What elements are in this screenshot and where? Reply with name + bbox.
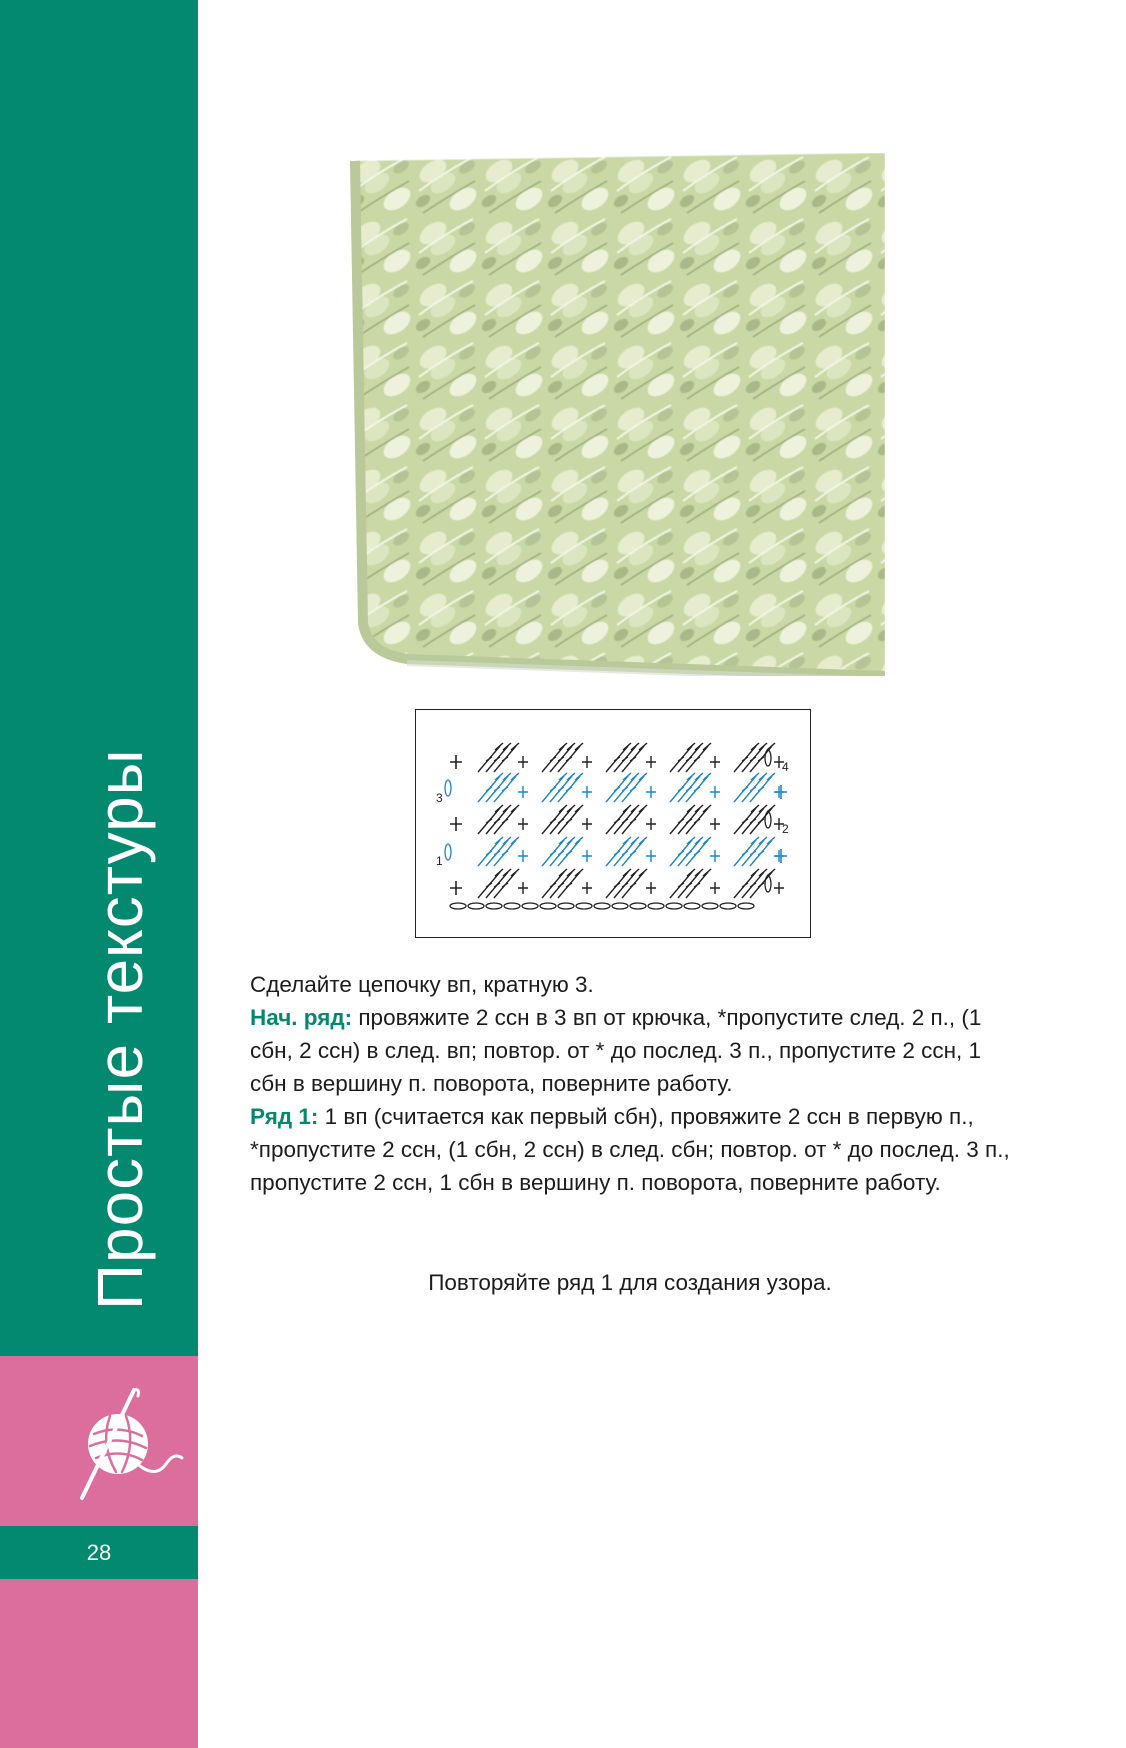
stitch-cross-bar [566, 883, 572, 887]
single-crochet-symbol [710, 756, 720, 768]
stitch-top-bar [559, 743, 567, 750]
stitch-top-bar [631, 743, 639, 750]
stitch-cross-bar [630, 787, 636, 791]
repeat-note: Повторяйте ряд 1 для создания узора. [428, 1270, 832, 1295]
stitch-top-bar [759, 773, 767, 780]
stitch-top-bar [511, 869, 519, 876]
stitch-cross-bar [550, 851, 556, 855]
stitch-cross-bar [550, 757, 556, 761]
stitch-top-bar [503, 743, 511, 750]
stitch-cross-bar [486, 819, 492, 823]
stitch-top-bar [567, 805, 575, 812]
crochet-symbol-chart [415, 709, 811, 938]
stitch-cross-bar [630, 883, 636, 887]
stitch-top-bar [695, 837, 703, 844]
stitch-top-bar [687, 837, 695, 844]
foundation-row [250, 1001, 1010, 1100]
stitch-cross-bar [566, 757, 572, 761]
single-crochet-symbol [774, 882, 784, 894]
stitch-cross-bar [486, 757, 492, 761]
stitch-cross-bar [486, 787, 492, 791]
turning-chain-symbol [445, 844, 451, 860]
stitch-cross-bar [494, 757, 500, 761]
stitch-top-bar [575, 743, 583, 750]
stitch-top-bar [559, 805, 567, 812]
stitch-cross-bar [502, 787, 508, 791]
stitch-top-bar [703, 869, 711, 876]
chain-stitch-symbol [522, 903, 538, 909]
single-crochet-symbol [774, 850, 784, 862]
stitch-top-bar [623, 743, 631, 750]
chain-stitch-symbol [702, 903, 718, 909]
section-title: Простые текстуры [84, 748, 156, 1310]
stitch-top-bar [751, 869, 759, 876]
stitch-cross-bar [502, 883, 508, 887]
stitch-top-bar [575, 869, 583, 876]
single-crochet-symbol [582, 850, 592, 862]
stitch-cross-bar [758, 787, 764, 791]
stitch-cross-bar [566, 787, 572, 791]
chain-stitch-symbol [504, 903, 520, 909]
stitch-cross-bar [486, 883, 492, 887]
chain-stitch-symbol [684, 903, 700, 909]
chain-stitch-symbol [612, 903, 628, 909]
stitch-top-bar [575, 773, 583, 780]
single-crochet-symbol [582, 756, 592, 768]
stitch-top-bar [559, 869, 567, 876]
stitch-cross-bar [630, 819, 636, 823]
stitch-cross-bar [494, 851, 500, 855]
stitch-top-bar [695, 869, 703, 876]
stitch-cross-bar [550, 883, 556, 887]
stitch-top-bar [687, 773, 695, 780]
stitch-top-bar [687, 743, 695, 750]
stitch-top-bar [567, 869, 575, 876]
stitch-cross-bar [566, 819, 572, 823]
stitch-cross-bar [758, 819, 764, 823]
stitch-top-bar [695, 743, 703, 750]
chart-row-number-1: 1 [436, 854, 443, 868]
stitch-top-bar [623, 773, 631, 780]
single-crochet-symbol [710, 850, 720, 862]
stitch-top-bar [767, 805, 775, 812]
chain-stitch-symbol [738, 903, 754, 909]
stitch-top-bar [623, 837, 631, 844]
stitch-cross-bar [686, 883, 692, 887]
stitch-top-bar [503, 805, 511, 812]
stitch-top-bar [751, 743, 759, 750]
stitch-top-bar [767, 743, 775, 750]
stitch-top-bar [623, 805, 631, 812]
sidebar-pink-footer [0, 1579, 198, 1748]
chain-stitch-symbol [630, 903, 646, 909]
single-crochet-symbol [582, 818, 592, 830]
stitch-top-bar [751, 805, 759, 812]
stitch-top-bar [759, 869, 767, 876]
stitch-top-bar [623, 869, 631, 876]
chart-row-number-2: 2 [782, 822, 789, 836]
chain-stitch-symbol [450, 903, 466, 909]
single-crochet-symbol [582, 882, 592, 894]
stitch-cross-bar [742, 787, 748, 791]
stitch-cross-bar [686, 819, 692, 823]
stitch-top-bar [767, 837, 775, 844]
stitch-cross-bar [742, 883, 748, 887]
stitch-top-bar [759, 837, 767, 844]
stitch-cross-bar [614, 851, 620, 855]
foundation-row-text: провяжите 2 ссн в 3 вп от крючка, *пропустите след. 2 п., (1 сбн, 2 ссн) в след. вп; повтор. от * до послед. 3 п., пропустите 2 ссн, 1 сбн в вершину п. поворота, поверните работу. [250, 1005, 982, 1096]
page-number: 28 [86, 1540, 112, 1565]
single-crochet-symbol [774, 786, 784, 798]
stitch-top-bar [759, 805, 767, 812]
stitch-cross-bar [678, 757, 684, 761]
stitch-top-bar [567, 837, 575, 844]
chart-row-number-4: 4 [782, 760, 789, 774]
stitch-cross-bar [558, 883, 564, 887]
stitch-top-bar [759, 743, 767, 750]
stitch-cross-bar [686, 787, 692, 791]
stitch-top-bar [495, 773, 503, 780]
chain-stitch-symbol [468, 903, 484, 909]
stitch-top-bar [495, 869, 503, 876]
stitch-cross-bar [750, 883, 756, 887]
stitch-top-bar [703, 743, 711, 750]
chain-stitch-symbol [486, 903, 502, 909]
stitch-cross-bar [614, 787, 620, 791]
sidebar [0, 0, 198, 1748]
stitch-top-bar [503, 869, 511, 876]
stitch-top-bar [559, 773, 567, 780]
stitch-cross-bar [614, 819, 620, 823]
single-crochet-symbol [710, 818, 720, 830]
chain-stitch-symbol [594, 903, 610, 909]
stitch-cross-bar [558, 851, 564, 855]
single-crochet-symbol [646, 882, 656, 894]
stitch-cross-bar [622, 851, 628, 855]
chain-stitch-symbol [666, 903, 682, 909]
stitch-cross-bar [694, 883, 700, 887]
stitch-cross-bar [630, 851, 636, 855]
row-1-label: Ряд 1: [250, 1104, 319, 1129]
turning-chain-symbol [765, 750, 771, 766]
stitch-top-bar [495, 743, 503, 750]
single-crochet-symbol [582, 786, 592, 798]
single-crochet-symbol [518, 818, 528, 830]
stitch-top-bar [703, 805, 711, 812]
stitch-top-bar [631, 773, 639, 780]
single-crochet-symbol [518, 786, 528, 798]
stitch-top-bar [575, 805, 583, 812]
stitch-cross-bar [550, 819, 556, 823]
stitch-top-bar [495, 805, 503, 812]
stitch-top-bar [751, 837, 759, 844]
stitch-cross-bar [550, 787, 556, 791]
single-crochet-symbol [646, 818, 656, 830]
stitch-top-bar [631, 805, 639, 812]
stitch-cross-bar [630, 757, 636, 761]
stitch-top-bar [631, 869, 639, 876]
single-crochet-symbol [646, 786, 656, 798]
stitch-top-bar [511, 805, 519, 812]
stitch-cross-bar [614, 757, 620, 761]
chain-stitch-symbol [648, 903, 664, 909]
turning-chain-symbol [445, 780, 451, 796]
stitch-cross-bar [494, 787, 500, 791]
stitch-cross-bar [750, 787, 756, 791]
stitch-cross-bar [558, 757, 564, 761]
chart-row-number-3: 3 [436, 791, 443, 805]
stitch-cross-bar [486, 851, 492, 855]
stitch-cross-bar [758, 883, 764, 887]
stitch-cross-bar [694, 851, 700, 855]
chain-stitch-symbol [540, 903, 556, 909]
stitch-cross-bar [558, 787, 564, 791]
stitch-cross-bar [566, 851, 572, 855]
stitch-top-bar [703, 837, 711, 844]
chart-stitch-symbols [445, 743, 787, 909]
stitch-top-bar [511, 773, 519, 780]
stitch-top-bar [639, 837, 647, 844]
stitch-top-bar [503, 773, 511, 780]
stitch-cross-bar [742, 819, 748, 823]
single-crochet-symbol [450, 755, 462, 769]
instructions-intro: Сделайте цепочку вп, кратную 3. [250, 972, 594, 997]
stitch-cross-bar [502, 757, 508, 761]
stitch-cross-bar [494, 883, 500, 887]
stitch-cross-bar [614, 883, 620, 887]
stitch-cross-bar [502, 819, 508, 823]
pattern-instructions [250, 968, 1010, 1199]
stitch-top-bar [703, 773, 711, 780]
stitch-cross-bar [742, 757, 748, 761]
turning-chain-symbol [765, 876, 771, 892]
stitch-top-bar [687, 869, 695, 876]
stitch-top-bar [575, 837, 583, 844]
single-crochet-symbol [518, 882, 528, 894]
stitch-cross-bar [694, 757, 700, 761]
single-crochet-symbol [450, 881, 462, 895]
stitch-top-bar [495, 837, 503, 844]
stitch-cross-bar [742, 851, 748, 855]
stitch-top-bar [767, 869, 775, 876]
stitch-cross-bar [502, 851, 508, 855]
chain-stitch-symbol [720, 903, 736, 909]
single-crochet-symbol [518, 850, 528, 862]
stitch-cross-bar [678, 851, 684, 855]
foundation-row-label: Нач. ряд: [250, 1005, 353, 1030]
stitch-top-bar [559, 837, 567, 844]
stitch-cross-bar [686, 851, 692, 855]
stitch-top-bar [639, 773, 647, 780]
stitch-cross-bar [678, 819, 684, 823]
stitch-cross-bar [494, 819, 500, 823]
crochet-chart-diagram [416, 710, 809, 936]
stitch-cross-bar [678, 787, 684, 791]
stitch-top-bar [503, 837, 511, 844]
stitch-top-bar [511, 837, 519, 844]
stitch-cross-bar [750, 757, 756, 761]
stitch-cross-bar [558, 819, 564, 823]
stitch-top-bar [695, 773, 703, 780]
stitch-top-bar [639, 805, 647, 812]
stitch-top-bar [751, 773, 759, 780]
single-crochet-symbol [450, 817, 462, 831]
single-crochet-symbol [710, 786, 720, 798]
single-crochet-symbol [646, 756, 656, 768]
yarn-ball-crochet-hook-icon [70, 1386, 185, 1501]
chain-stitch-symbol [558, 903, 574, 909]
stitch-cross-bar [622, 819, 628, 823]
stitch-top-bar [511, 743, 519, 750]
stitch-cross-bar [622, 787, 628, 791]
single-crochet-symbol [710, 882, 720, 894]
stitch-cross-bar [686, 757, 692, 761]
stitch-cross-bar [694, 787, 700, 791]
stitch-top-bar [695, 805, 703, 812]
stitch-cross-bar [622, 757, 628, 761]
single-crochet-symbol [646, 850, 656, 862]
stitch-top-bar [631, 837, 639, 844]
stitch-top-bar [639, 869, 647, 876]
stitch-cross-bar [750, 819, 756, 823]
stitch-cross-bar [758, 851, 764, 855]
turning-chain-symbol [765, 812, 771, 828]
stitch-cross-bar [750, 851, 756, 855]
crochet-swatch-photo [347, 153, 885, 676]
single-crochet-symbol [518, 756, 528, 768]
row-1 [250, 1100, 1010, 1199]
stitch-top-bar [567, 773, 575, 780]
stitch-top-bar [567, 743, 575, 750]
chain-stitch-symbol [576, 903, 592, 909]
stitch-cross-bar [678, 883, 684, 887]
stitch-cross-bar [758, 757, 764, 761]
stitch-top-bar [767, 773, 775, 780]
stitch-cross-bar [622, 883, 628, 887]
stitch-cross-bar [694, 819, 700, 823]
stitch-top-bar [639, 743, 647, 750]
stitch-top-bar [687, 805, 695, 812]
row-1-text: 1 вп (считается как первый сбн), провяжите 2 ссн в первую п., *пропустите 2 ссн, (1 сбн, 2 ссн) в след. сбн; повтор. от * до послед. 3 п., пропустите 2 ссн, 1 сбн в вершину п. поворота, поверните работу. [250, 1104, 1010, 1195]
